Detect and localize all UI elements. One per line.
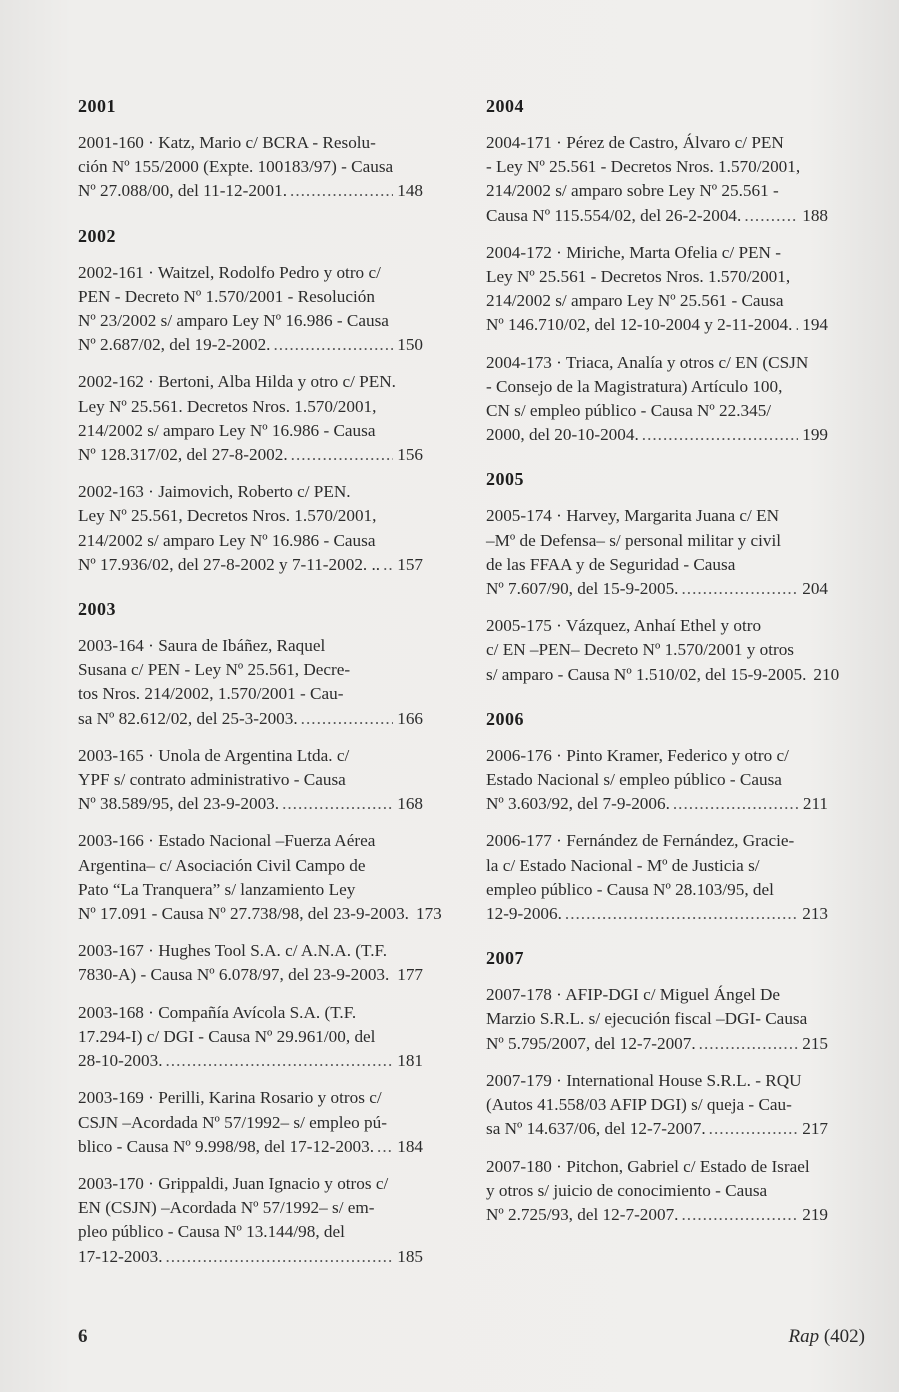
index-entry [78, 829, 442, 926]
entry-citation-end: Nº 2.687/02, del 19-2-2002. [78, 335, 271, 355]
entry-citation-end: blico - Causa Nº 9.998/98, del 17-12-2003. [78, 1136, 375, 1156]
page-number: 6 [78, 1326, 88, 1347]
left-column [78, 96, 442, 1291]
entry-page-number: 156 [397, 445, 423, 465]
entry-last-line [486, 1117, 828, 1141]
index-entry [486, 829, 828, 926]
index-entry [78, 939, 423, 987]
dot-leader [681, 1203, 798, 1227]
entry-line: 214/2002 s/ amparo Ley Nº 25.561 - Causa [486, 291, 784, 311]
year-heading: 2004 [486, 96, 524, 116]
entry-line: Estado Nacional s/ empleo público - Causa [486, 770, 782, 790]
index-entry [78, 1172, 423, 1269]
entry-last-line [486, 423, 828, 447]
entry-citation-end: Nº 5.795/2007, del 12-7-2007. [486, 1033, 696, 1053]
entry-citation-end: 2000, del 20-10-2004. [486, 425, 639, 445]
entry-last-line [486, 313, 828, 337]
dot-leader [392, 963, 393, 987]
entry-citation-end: Nº 17.936/02, del 27-8-2002 y 7-11-2002. .. [78, 554, 381, 574]
entry-page-number: 219 [802, 1204, 828, 1224]
dot-leader [642, 423, 798, 447]
entry-line: de las FFAA y de Seguridad - Causa [486, 554, 736, 574]
dot-leader [709, 1117, 799, 1141]
year-section [78, 96, 423, 204]
journal-issue: (402) [823, 1326, 865, 1347]
entry-line: (Autos 41.558/03 AFIP DGI) s/ queja - Cau- [486, 1095, 792, 1115]
index-entry [78, 1086, 423, 1159]
entry-citation-end: Nº 17.091 - Causa Nº 27.738/98, del 23-9-2003. [78, 904, 409, 924]
entry-page-number: 166 [397, 708, 423, 728]
entry-line: 2002-162 · Bertoni, Alba Hilda y otro c/ PEN. [78, 372, 396, 392]
entry-line: y otros s/ juicio de conocimiento - Causa [486, 1180, 768, 1200]
index-entry [486, 614, 840, 687]
entry-citation-end: Nº 2.725/93, del 12-7-2007. [486, 1204, 679, 1224]
entry-citation-end: Nº 128.317/02, del 27-8-2002. [78, 445, 288, 465]
entry-page-number: 181 [397, 1051, 423, 1071]
entry-line: Marzio S.R.L. s/ ejecución fiscal –DGI- Causa [486, 1009, 808, 1029]
year-section [78, 226, 423, 577]
entry-line: PEN - Decreto Nº 1.570/2001 - Resolución [78, 286, 375, 306]
entry-line: EN (CSJN) –Acordada Nº 57/1992– s/ em- [78, 1198, 375, 1218]
index-entry [486, 241, 828, 338]
entry-line: 2003-165 · Unola de Argentina Ltda. c/ [78, 745, 350, 765]
entry-last-line [78, 443, 423, 467]
entry-line: - Consejo de la Magistratura) Artículo 100, [486, 376, 783, 396]
journal-reference [788, 1326, 865, 1348]
entry-page-number: 188 [802, 205, 828, 225]
entry-citation-end: Nº 7.607/90, del 15-9-2005. [486, 579, 679, 599]
entry-line: Nº 23/2002 s/ amparo Ley Nº 16.986 - Causa [78, 311, 389, 331]
entry-citation-end: Causa Nº 115.554/02, del 26-2-2004. [486, 205, 742, 225]
entry-line: pleo público - Causa Nº 13.144/98, del [78, 1222, 345, 1242]
entry-line: 2004-172 · Miriche, Marta Ofelia c/ PEN - [486, 242, 781, 262]
entry-last-line [486, 204, 828, 228]
entry-last-line [78, 553, 423, 577]
dot-leader [291, 443, 394, 467]
entry-page-number: 210 [813, 664, 840, 684]
entry-line: Ley Nº 25.561. Decretos Nros. 1.570/2001, [78, 396, 377, 416]
entry-last-line [78, 707, 423, 731]
entry-line: tos Nros. 214/2002, 1.570/2001 - Cau- [78, 684, 344, 704]
entry-line: 2003-166 · Estado Nacional –Fuerza Aérea [78, 831, 376, 851]
dot-leader [699, 1032, 799, 1056]
entry-line: 2003-167 · Hughes Tool S.A. c/ A.N.A. (T.F. [78, 941, 388, 961]
entry-line: 214/2002 s/ amparo sobre Ley Nº 25.561 - [486, 181, 779, 201]
entry-page-number: 185 [397, 1246, 423, 1266]
index-entry [486, 504, 828, 601]
year-heading: 2007 [486, 948, 524, 969]
entry-citation-end: sa Nº 14.637/06, del 12-7-2007. [486, 1119, 706, 1139]
entry-page-number: 150 [397, 335, 423, 355]
entry-page-number: 217 [802, 1119, 828, 1139]
dot-leader [166, 1049, 394, 1073]
entry-line: YPF s/ contrato administrativo - Causa [78, 770, 346, 790]
entry-line: 214/2002 s/ amparo Ley Nº 16.986 - Causa [78, 530, 376, 550]
entry-citation-end: Nº 38.589/95, del 23-9-2003. [78, 794, 280, 814]
index-entry [78, 634, 423, 731]
year-heading: 2002 [78, 225, 116, 246]
year-section [486, 469, 840, 686]
dot-leader [681, 577, 798, 601]
entry-line: 2001-160 · Katz, Mario c/ BCRA - Resolu- [78, 133, 376, 152]
entry-last-line [486, 1203, 828, 1227]
entry-last-line [486, 663, 840, 687]
dot-leader [673, 792, 799, 816]
entry-last-line [486, 902, 828, 926]
year-section [486, 709, 828, 926]
journal-name: Rap [788, 1326, 820, 1347]
entry-line: la c/ Estado Nacional - Mº de Justicia s/ [486, 855, 760, 875]
entry-page-number: 204 [802, 579, 828, 599]
entry-line: Argentina– c/ Asociación Civil Campo de [78, 855, 366, 875]
entry-page-number: 215 [802, 1033, 828, 1053]
dot-leader [301, 707, 394, 731]
entry-line: 2002-161 · Waitzel, Rodolfo Pedro y otro c/ [78, 262, 381, 282]
entry-citation-end: 12-9-2006. [486, 904, 562, 924]
entry-line: 2007-180 · Pitchon, Gabriel c/ Estado de Israel [486, 1156, 810, 1176]
entry-line: 2003-164 · Saura de Ibáñez, Raquel [78, 636, 326, 656]
entry-last-line [78, 792, 423, 816]
index-entry [486, 131, 828, 228]
entry-page-number: 194 [802, 315, 828, 335]
entry-citation-end: 17-12-2003. [78, 1246, 163, 1266]
year-heading: 2001 [78, 96, 116, 116]
entry-page-number: 173 [415, 904, 442, 924]
year-section [486, 948, 828, 1227]
entry-line: - Ley Nº 25.561 - Decretos Nros. 1.570/2001, [486, 157, 801, 177]
entry-line: 214/2002 s/ amparo Ley Nº 16.986 - Causa [78, 420, 376, 440]
entry-last-line [486, 577, 828, 601]
entry-citation-end: Nº 3.603/92, del 7-9-2006. [486, 794, 670, 814]
entry-last-line [486, 1032, 828, 1056]
entry-line: c/ EN –PEN– Decreto Nº 1.570/2001 y otros [486, 640, 794, 660]
entry-line: 2007-179 · International House S.R.L. - RQU [486, 1070, 802, 1090]
index-entry [78, 131, 423, 204]
entry-line: 2005-175 · Vázquez, Anhaí Ethel y otro [486, 616, 762, 636]
index-entry [78, 261, 423, 358]
dot-leader [383, 553, 393, 577]
year-heading: 2005 [486, 469, 524, 490]
entry-page-number: 213 [802, 904, 828, 924]
entry-line: 17.294-I) c/ DGI - Causa Nº 29.961/00, del [78, 1026, 376, 1046]
entry-page-number: 184 [397, 1136, 423, 1156]
entry-page-number: 177 [397, 965, 423, 985]
entry-last-line [78, 333, 423, 357]
entry-citation-end: 28-10-2003. [78, 1051, 163, 1071]
entry-line: 2003-168 · Compañía Avícola S.A. (T.F. [78, 1002, 357, 1022]
year-section [486, 96, 828, 447]
entry-last-line [78, 1135, 423, 1159]
entry-last-line [486, 792, 828, 816]
entry-line: CN s/ empleo público - Causa Nº 22.345/ [486, 401, 772, 421]
dot-leader [282, 792, 393, 816]
dot-leader [377, 1135, 393, 1159]
entry-page-number: 148 [397, 181, 423, 201]
entry-last-line [78, 179, 423, 203]
entry-last-line [78, 963, 423, 987]
entry-line: –Mº de Defensa– s/ personal militar y civil [486, 530, 782, 550]
entry-last-line [78, 1049, 423, 1073]
entry-page-number: 211 [802, 794, 828, 814]
year-heading: 2003 [78, 599, 116, 620]
entry-citation-end: sa Nº 82.612/02, del 25-3-2003. [78, 708, 298, 728]
entry-line: ción Nº 155/2000 (Expte. 100183/97) - Causa [78, 157, 394, 177]
entry-line: Ley Nº 25.561 - Decretos Nros. 1.570/2001, [486, 267, 791, 287]
entry-line: Ley Nº 25.561, Decretos Nros. 1.570/2001, [78, 506, 377, 526]
dot-leader [290, 179, 393, 203]
entry-line: 2003-169 · Perilli, Karina Rosario y otros c/ [78, 1088, 382, 1108]
index-entry [78, 370, 423, 467]
entry-page-number: 199 [802, 425, 828, 445]
index-entry [486, 351, 828, 448]
dot-leader [744, 204, 798, 228]
index-entry [78, 1001, 423, 1074]
index-entry [78, 480, 423, 577]
entry-line: 2005-174 · Harvey, Margarita Juana c/ EN [486, 506, 780, 526]
entry-citation-end: 7830-A) - Causa Nº 6.078/97, del 23-9-2003. [78, 965, 390, 985]
entry-line: CSJN –Acordada Nº 57/1992– s/ empleo pú- [78, 1112, 387, 1132]
dot-leader [795, 313, 798, 337]
entry-line: 2002-163 · Jaimovich, Roberto c/ PEN. [78, 482, 351, 502]
index-entry [486, 1069, 828, 1142]
entry-line: Pato “La Tranquera” s/ lanzamiento Ley [78, 879, 356, 899]
entry-page-number: 157 [397, 554, 423, 574]
entry-citation-end: s/ amparo - Causa Nº 1.510/02, del 15-9-2005. [486, 664, 807, 684]
year-heading: 2006 [486, 708, 524, 729]
entry-line: 2007-178 · AFIP-DGI c/ Miguel Ángel De [486, 985, 781, 1005]
entry-line: 2004-173 · Triaca, Analía y otros c/ EN (CSJN [486, 352, 809, 372]
entry-line: 2004-171 · Pérez de Castro, Álvaro c/ PEN [486, 133, 784, 152]
dot-leader [273, 333, 393, 357]
entry-line: 2003-170 · Grippaldi, Juan Ignacio y otros c/ [78, 1173, 389, 1193]
entry-line: Susana c/ PEN - Ley Nº 25.561, Decre- [78, 660, 351, 680]
entry-line: empleo público - Causa Nº 28.103/95, del [486, 879, 774, 899]
index-entry [486, 1155, 828, 1228]
index-entry [78, 744, 423, 817]
entry-last-line [78, 902, 442, 926]
entry-line: 2006-176 · Pinto Kramer, Federico y otro c/ [486, 745, 789, 765]
year-section [78, 599, 442, 1269]
right-column [486, 96, 840, 1249]
index-entry [486, 983, 828, 1056]
entry-last-line [78, 1245, 423, 1269]
entry-line: 2006-177 · Fernández de Fernández, Gracie- [486, 831, 795, 851]
dot-leader [166, 1245, 394, 1269]
entry-citation-end: Nº 27.088/00, del 11-12-2001. [78, 181, 288, 201]
dot-leader [565, 902, 798, 926]
index-entry [486, 744, 828, 817]
entry-citation-end: Nº 146.710/02, del 12-10-2004 y 2-11-2004. [486, 315, 793, 335]
entry-page-number: 168 [397, 794, 423, 814]
